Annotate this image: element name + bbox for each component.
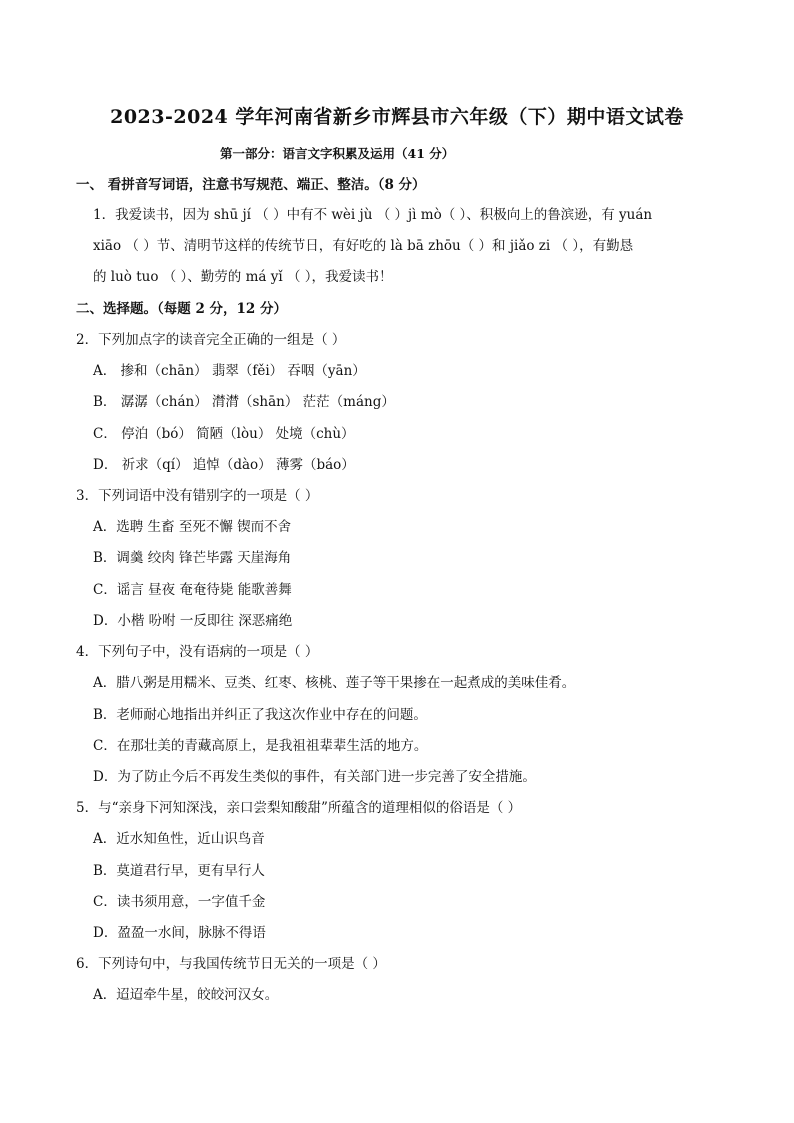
question-4-option-d: D．为了防止今后不再发生类似的事件，有关部门进一步完善了安全措施。 bbox=[93, 769, 536, 785]
question-5-option-b: B．莫道君行早，更有早行人 bbox=[93, 863, 265, 879]
question-6-stem: 6．下列诗句中，与我国传统节日无关的一项是（ ） bbox=[76, 956, 386, 972]
question-2-stem: 2．下列加点字的读音完全正确的一组是（ ） bbox=[76, 332, 346, 348]
question-5-option-a: A．近水知鱼性，近山识鸟音 bbox=[93, 831, 265, 847]
question-6-option-a: A．迢迢牵牛星，皎皎河汉女。 bbox=[93, 987, 279, 1003]
question-4-option-b: B．老师耐心地指出并纠正了我这次作业中存在的问题。 bbox=[93, 707, 427, 723]
question-5-option-d: D．盈盈一水间，脉脉不得语 bbox=[93, 925, 266, 941]
section-heading-1: 一、 看拼音写词语，注意书写规范、端正、整洁。（8 分） bbox=[76, 177, 426, 193]
question-3-stem: 3．下列词语中没有错别字的一项是（ ） bbox=[76, 488, 319, 504]
question-2-option-b: B． 潺潺（chán） 潸潸（shān） 茫茫（máng） bbox=[93, 394, 395, 410]
question-5-stem: 5．与“亲身下河知深浅，亲口尝梨知酸甜”所蕴含的道理相似的俗语是（ ） bbox=[76, 800, 522, 816]
question-5-option-c: C．读书须用意，一字值千金 bbox=[93, 894, 266, 910]
question-3-option-b: B．调羹 绞肉 锋芒毕露 天崖海角 bbox=[93, 550, 292, 566]
section-heading-2: 二、选择题。（每题 2 分，12 分） bbox=[76, 301, 288, 317]
question-4-option-a: A．腊八粥是用糯米、豆类、红枣、核桃、莲子等干果掺在一起煮成的美味佳肴。 bbox=[93, 675, 576, 691]
question-1-line-2: xiāo （ ）节、清明节这样的传统节日，有好吃的 là bā zhōu（ ）和 jiǎo zi （ ），有勤恳 bbox=[93, 238, 634, 254]
exam-title: 2023-2024 学年河南省新乡市辉县市六年级（下）期中语文试卷 bbox=[110, 106, 684, 128]
question-3-option-c: C．谣言 昼夜 奄奄待毙 能歌善舞 bbox=[93, 582, 292, 598]
question-2-option-d: D． 祈求（qí） 追悼（dào） 薄雾（báo） bbox=[93, 457, 355, 473]
question-1-line-1: 1．我爱读书，因为 shū jí （ ）中有不 wèi jù （ ）jì mò（ ）、积极向上的鲁滨逊，有 yuán bbox=[93, 207, 653, 223]
question-1-line-3: 的 luò tuo （ ）、勤劳的 má yǐ （ ），我爱读书！ bbox=[93, 269, 393, 285]
question-3-option-d: D．小楷 吩咐 一反即往 深恶痛绝 bbox=[93, 613, 293, 629]
question-4-stem: 4．下列句子中，没有语病的一项是（ ） bbox=[76, 644, 319, 660]
part-heading: 第一部分：语言文字积累及运用（41 分） bbox=[220, 146, 455, 161]
question-3-option-a: A．选聘 生畜 至死不懈 锲而不舍 bbox=[93, 519, 292, 535]
question-2-option-a: A． 掺和（chān） 翡翠（fěi） 吞咽（yān） bbox=[93, 363, 366, 379]
question-2-option-c: C． 停泊（bó） 简陋（lòu） 处境（chù） bbox=[93, 426, 355, 442]
question-4-option-c: C．在那壮美的青藏高原上，是我祖祖辈辈生活的地方。 bbox=[93, 738, 428, 754]
